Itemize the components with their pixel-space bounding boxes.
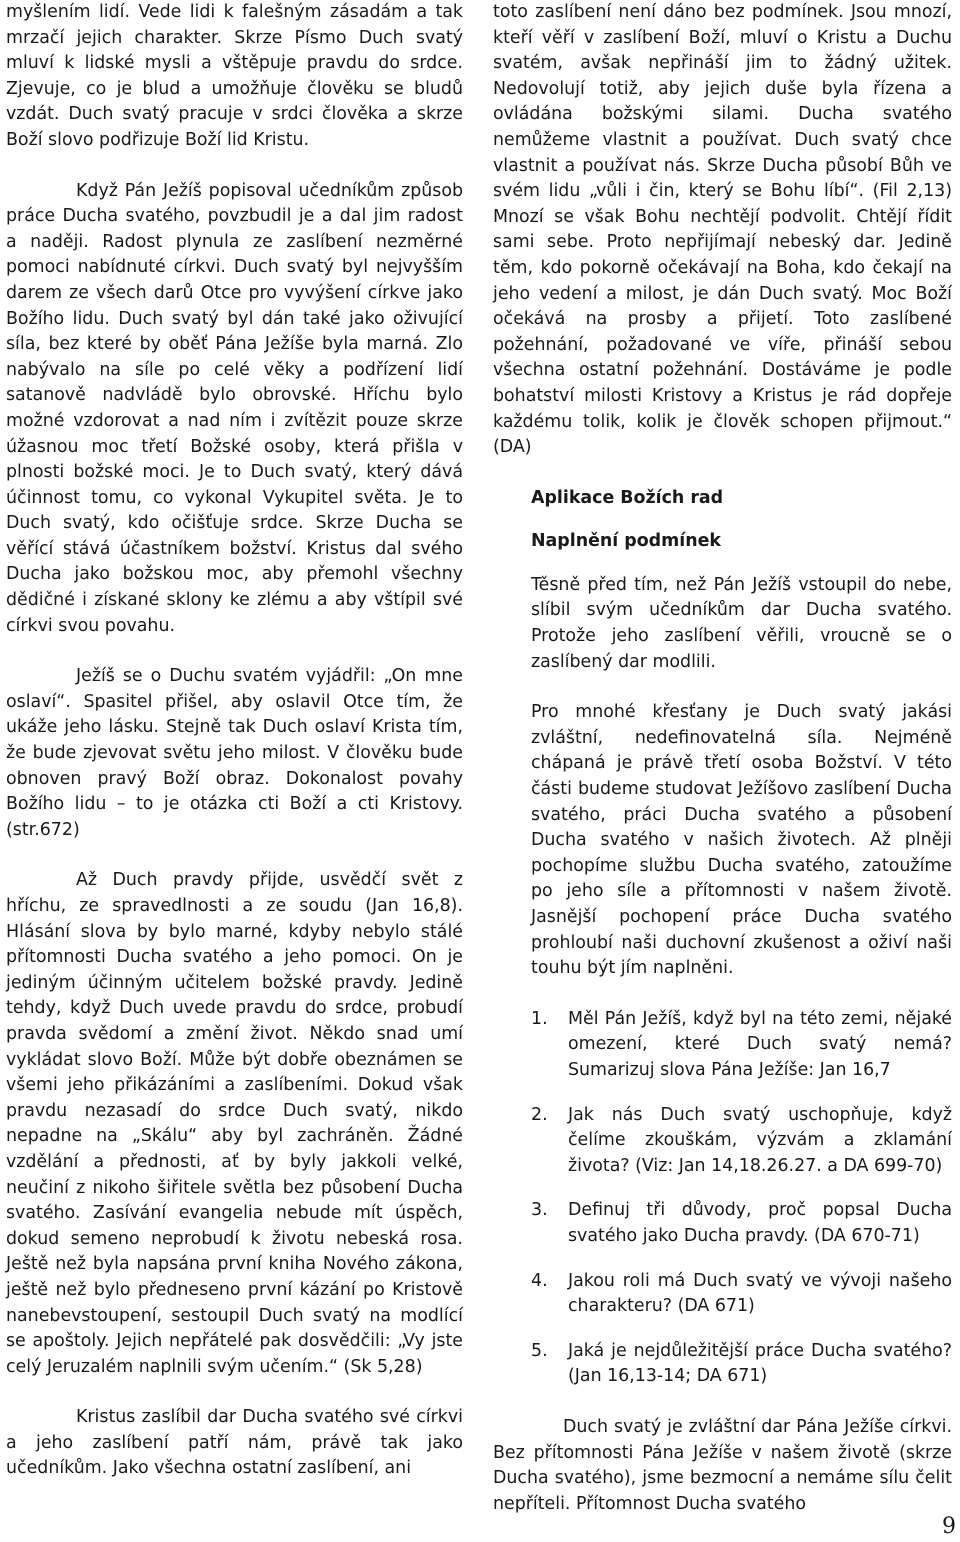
question-item xyxy=(493,1198,952,1249)
question-number: 5. xyxy=(531,1340,548,1361)
question-item xyxy=(493,1007,952,1084)
paragraph: Když Pán Ježíš popisoval učedníkům způsob práce Ducha svatého, povzbudil je a dal jim radost a naději. Radost plynula ze zaslíbení nezměrné pomoci nabídnuté církvi. Duch svatý byl nejvyšším darem ze všech darů Otce pro vyvýšení církve jako Božího lidu. Duch svatý byl dán také jako oživující síla, bez které by oběť Pána Ježíše byla marná. Zlo nabývalo na síle po celé věky a podřízení lidí satanově nadvládě bylo obrovské. Hříchu bylo možné vzdorovat a nad ním i zvítězit pouze skrze úžasnou moc třetí Božské osoby, která přišla v plnosti božské moci. Je to Duch svatý, který dává účinnost tomu, co vykonal Vykupitel světa. Je to Duch svatý, kdo očišťuje srdce. Skrze Ducha se věřící stává účastníkem božství. Kristus dal svého Ducha jako božskou moc, aby přemohl všechny dědičné i získané sklony ke zlému a aby vštípil své církvi svou povahu. xyxy=(6,180,463,636)
paragraph: Až Duch pravdy přijde, usvědčí svět z hříchu, ze spravedlnosti a ze soudu (Jan 16,8). Hlásání slova by bylo marné, kdyby nebylo stálé přítomnosti Ducha svatého a jeho pomoci. On je jediným účinným učitelem božské pravdy. Jedině tehdy, když Duch uvede pravdu do srdce, probudí pravda svědomí a změní život. Někdo snad umí vykládat slovo Boží. Může být dobře obeznámen se všemi jeho přikázáními a zaslíbeními. Dokud však pravdu nezasadí do srdce Duch svatý, nikdo nepadne na „Skálu“ aby byl zachráněn. Žádné vzdělání a přednosti, ať by byly jakkoli velké, neučiní z nikoho šiřitele světla bez působení Ducha svatého. Zasívání evangelia nebude mít úspěch, dokud semeno neprobudí k životu nebeská rosa. Ještě než byla napsána první kniha Nového zákona, ještě než bylo předneseno první kázání po Kristově nanebevstoupení, sestoupil Duch svatý na modlící se apoštoly. Jejich nepřátelé pak dosvědčili: „Vy jste celý Jeruzalém naplnili svým učením.“ (Sk 5,28) xyxy=(6,870,463,1377)
question-number: 1. xyxy=(531,1008,548,1029)
question-number: 4. xyxy=(531,1270,548,1291)
paragraph: Ježíš se o Duchu svatém vyjádřil: „On mne oslaví“. Spasitel přišel, aby oslavil Otce tím, že ukáže jeho lásku. Stejně tak Duch oslaví Krista tím, že bude zjevovat světu jeho milost. V člověku bude obnoven pravý Boží obraz. Dokonalost povahy Božího lidu – to je otázka cti Boží a cti Kristovy. (str.672) xyxy=(6,666,463,840)
question-item xyxy=(493,1339,952,1390)
paragraph: Pro mnohé křesťany je Duch svatý jakási zvláštní, nedefinovatelná síla. Nejméně chápaná je právě třetí osoba Božství. V této části budeme studovat Ježíšovo zaslíbení Ducha svatého, práci Ducha svatého a působení Ducha svatého v našich životech. Až plněji pochopíme službu Ducha svatého, zatoužíme po jeho síle a přítomnosti v našem životě. Jasnější pochopení práce Ducha svatého prohloubí naši duchovní zkušenost a oživí naši touhu být jím naplněni. xyxy=(531,702,952,979)
question-text: Jak nás Duch svatý uschopňuje, když čelíme zkouškám, výzvám a zklamání života? (Viz: Jan 14,18.26.27. a DA 699-70) xyxy=(568,1104,952,1176)
question-text: Jakou roli má Duch svatý ve vývoji našeho charakteru? (DA 671) xyxy=(568,1270,952,1317)
paragraph: Těsně před tím, než Pán Ježíš vstoupil do nebe, slíbil svým učedníkům dar Ducha svatého. Protože jeho zaslíbení věřili, vroucně se o zaslíbený dar modlili. xyxy=(531,574,952,672)
paragraph: Duch svatý je zvláštní dar Pána Ježíše církvi. Bez přítomnosti Pána Ježíše v našem životě (skrze Ducha svatého), jsme bezmocní a nemáme sílu čelit nepříteli. Přítomnost Ducha svatého xyxy=(493,1416,952,1514)
question-item xyxy=(493,1269,952,1320)
question-number: 2. xyxy=(531,1104,548,1125)
section-heading: Aplikace Božích rad xyxy=(531,487,724,508)
question-list xyxy=(493,1007,952,1390)
question-item xyxy=(493,1103,952,1180)
right-column xyxy=(493,0,952,1517)
paragraph: toto zaslíbení není dáno bez podmínek. Jsou mnozí, kteří věří v zaslíbení Boží, mluví o Kristu a Duchu svatém, avšak nepřináší jim to žádný užitek. Nedovolují totiž, aby jejich duše byla řízena a ovládána božskými silami. Ducha svatého nemůžeme vlastnit a používat. Duch svatý chce vlastnit a používat nás. Skrze Ducha působí Bůh ve svém lidu „vůli i čin, který se Bohu líbí“. (Fil 2,13) Mnozí se však Bohu nechtějí podvolit. Chtějí řídit sami sebe. Proto nepřijímají nebeský dar. Jedině těm, kdo pokorně očekávají na Boha, kdo čekají na jeho vedení a milost, je dán Duch svatý. Moc Boží očekává na prosby a přijetí. Toto zaslíbené požehnání, požadované ve víře, přináší sebou všechna ostatní požehnání. Dostáváme je podle bohatství milosti Kristovy a Kristus je rád dopřeje každému tolik, kolik je člověk schopen přijmout.“ (DA) xyxy=(493,2,952,458)
subsection-heading: Naplnění podmínek xyxy=(531,531,721,552)
question-text: Měl Pán Ježíš, když byl na této zemi, nějaké omezení, které Duch svatý nemá? Sumarizuj slova Pána Ježíše: Jan 16,7 xyxy=(568,1008,952,1080)
question-text: Definuj tři důvody, proč popsal Ducha svatého jako Ducha pravdy. (DA 670-71) xyxy=(568,1200,952,1246)
left-column xyxy=(6,0,463,1482)
paragraph: Kristus zaslíbil dar Ducha svatého své církvi a jeho zaslíbení patří nám, právě tak jako učedníkům. Jako všechna ostatní zaslíbení, ani xyxy=(6,1407,463,1479)
paragraph: myšlením lidí. Vede lidi k falešným zásadám a tak mrzačí jejich charakter. Skrze Písmo Duch svatý mluví k lidské mysli a vštěpuje pravdu do srdce. Zjevuje, co je blud a umožňuje člověku se bludů vzdát. Duch svatý pracuje v srdci člověka a skrze Boží slovo podřizuje Boží lid Kristu. xyxy=(6,2,463,150)
question-number: 3. xyxy=(531,1200,548,1221)
page-number: 9 xyxy=(942,1514,956,1539)
question-text: Jaká je nejdůležitější práce Ducha svatého? (Jan 16,13-14; DA 671) xyxy=(568,1340,952,1387)
